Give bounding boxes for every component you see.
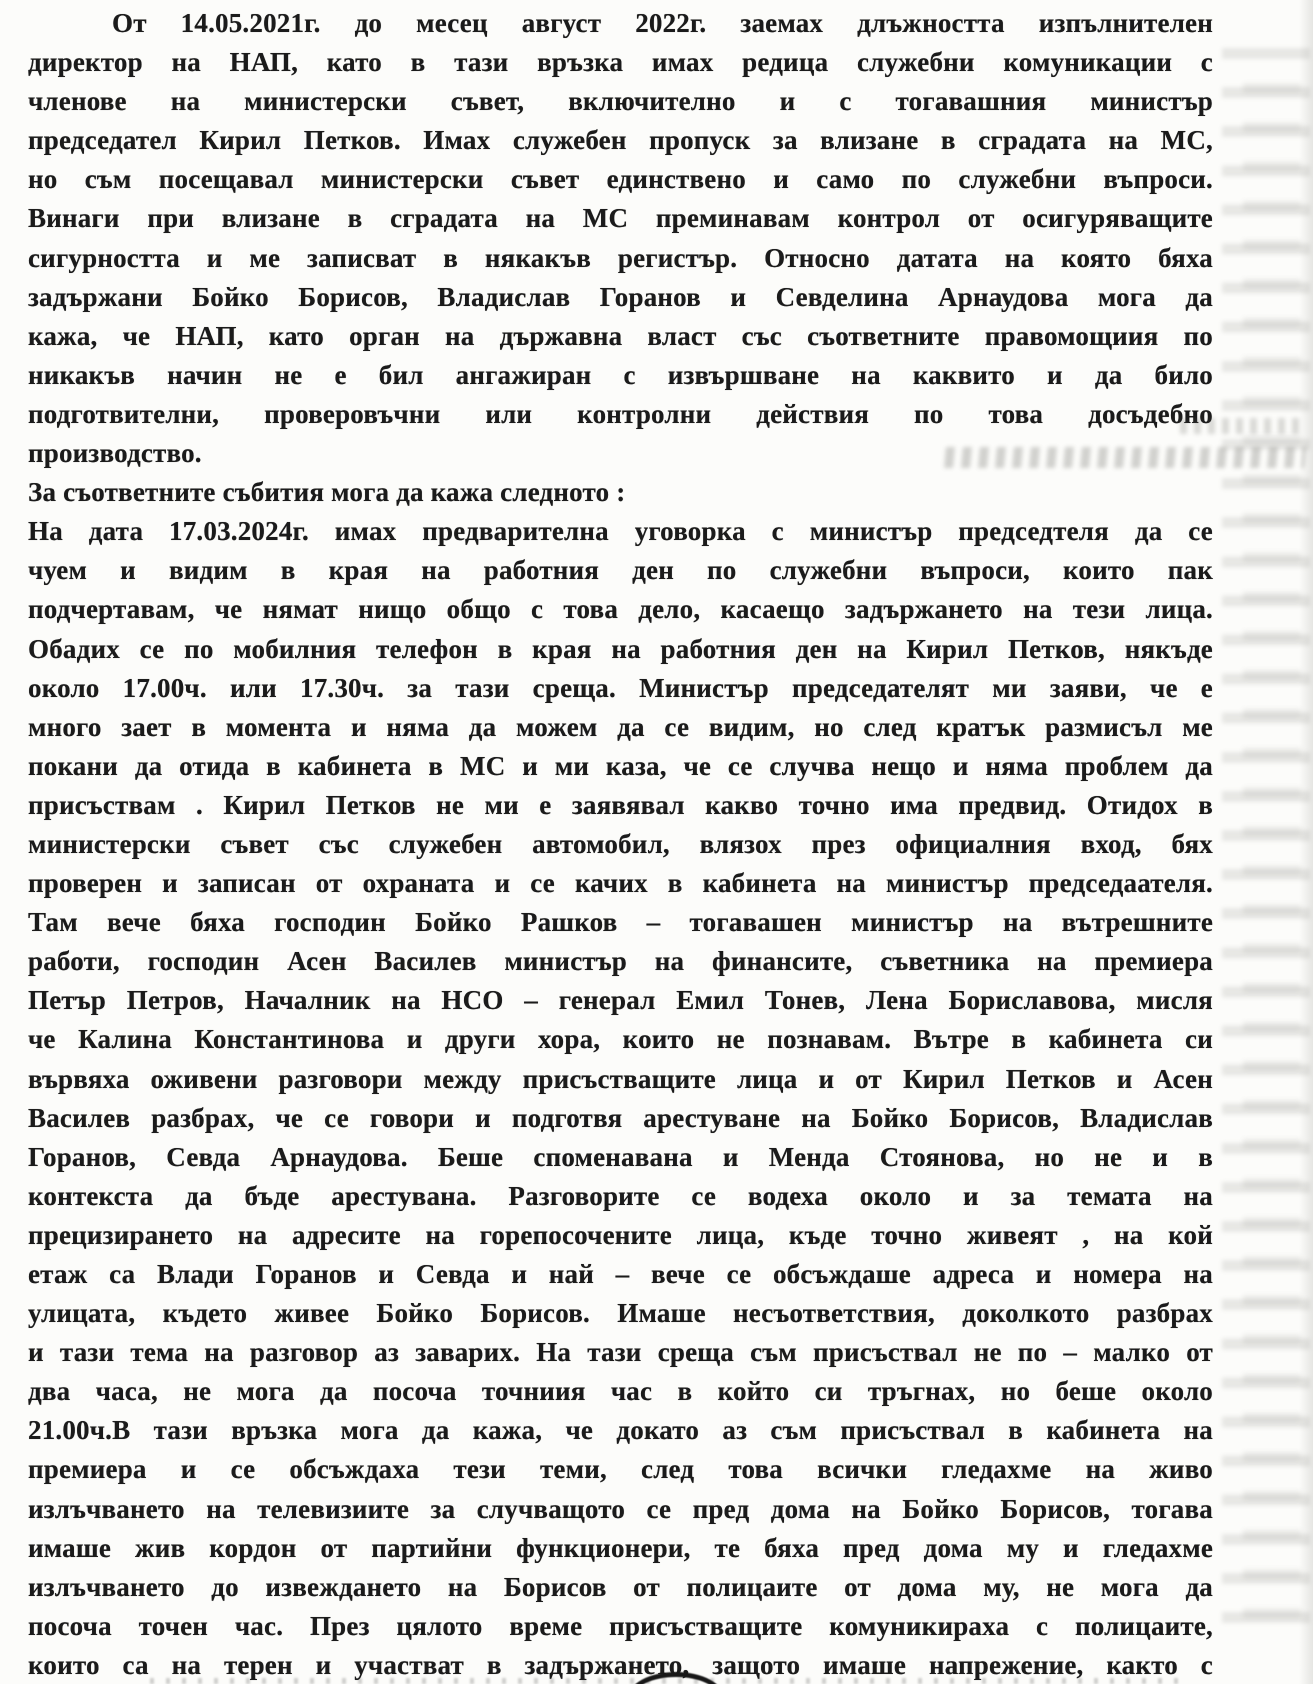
text-line: етаж са Влади Горанов и Севда и най – вече се обсъждаше адреса и номера на	[28, 1259, 1213, 1289]
text-line: председател Кирил Петков. Имах служебен пропуск за влизане в сградата на МС,	[28, 125, 1213, 156]
text-line: задържани Бойко Борисов, Владислав Горанов и Севделина Арнаудова мога да	[28, 281, 1213, 312]
text-line: подготвителни, проверовъчни или контролни действия по това досъдебно	[28, 398, 1213, 429]
text-line: Горанов, Севда Арнаудова. Беше споменавана и Менда Стоянова, но не и в	[28, 1141, 1213, 1172]
text-line: сигурността и ме записват в някакъв регистър. Относно датата на която бяха	[28, 242, 1213, 273]
text-line: производство.	[28, 438, 202, 469]
text-line: вървяха оживени разговори между присъстващите лица и от Кирил Петков и Асен	[28, 1063, 1213, 1094]
text-line: контекста да бъде арестувана. Разговорите се водеха около и за темата на	[28, 1180, 1213, 1211]
text-line: прецизирането на адресите на горепосочените лица, къде точно живеят , на кой	[28, 1219, 1213, 1250]
text-line: членове на министерски съвет, включително и с тогавашния министър	[28, 86, 1213, 117]
text-line: За съответните събития мога да кажа следното :	[28, 477, 626, 508]
text-line: много зает в момента и няма да можем да се видим, но след кратък размисъл ме	[28, 711, 1213, 742]
text-line: но съм посещавал министерски съвет единствено и само по служебни въпроси.	[28, 164, 1213, 195]
text-line: премиера и се обсъждаха тези теми, след това всички гледахме на живо	[28, 1454, 1213, 1485]
text-line: излъчването до извеждането на Борисов от полицаите от дома му, не мога да	[28, 1571, 1213, 1602]
text-line: директор на НАП, като в тази връзка имах редица служебни комуникации с	[28, 47, 1213, 78]
text-line: два часа, не мога да посоча точниия час в който си тръгнах, но беше около	[28, 1376, 1213, 1407]
bleed-through-artifact	[1222, 48, 1310, 1628]
text-line: Там вече бяха господин Бойко Рашков – тогавашен министър на вътрешните	[28, 907, 1213, 938]
text-line: присъствам . Кирил Петков не ми е заявявал какво точно има предвид. Отидох в	[28, 789, 1213, 820]
text-line: Обадих се по мобилния телефон в края на работния ден на Кирил Петков, някъде	[28, 633, 1213, 664]
scan-edge-shadow	[1299, 0, 1313, 1684]
text-line: и тази тема на разговор аз заварих. На тази среща съм присъствал не по – малко от	[28, 1337, 1213, 1368]
text-line: На дата 17.03.2024г. имах предварителна уговорка с министър председтеля да се	[28, 516, 1213, 547]
text-line: проверен и записан от охраната и се качих в кабинета на министър председаателя.	[28, 868, 1213, 899]
text-line: излъчването на телевизиите за случващото се пред дома на Бойко Борисов, тогава	[28, 1493, 1213, 1524]
text-line: които са на терен и участват в задържането, защото имаше напрежение, както с	[28, 1649, 1213, 1680]
text-line: работи, господин Асен Василев министър на финансите, съветника на премиера	[28, 946, 1213, 977]
text-line: Петър Петров, Началник на НСО – генерал Емил Тонев, Лена Бориславова, мисля	[28, 985, 1213, 1016]
text-line: подчертавам, че нямат нищо общо с това дело, касаещо задържането на тези лица.	[28, 594, 1213, 625]
text-line: чуем и видим в края на работния ден по служебни въпроси, които пак	[28, 555, 1213, 586]
document-text-block	[28, 4, 1213, 1684]
text-line: министерски съвет със служебен автомобил, влязох през официалния вход, бях	[28, 828, 1213, 859]
text-line: че Калина Константинова и други хора, които не познавам. Вътре в кабинета си	[28, 1024, 1213, 1055]
text-line: покани да отида в кабинета в МС и ми каза, че се случва нещо и няма проблем да	[28, 750, 1213, 781]
text-line: Василев разбрах, че се говори и подготвя арестуване на Бойко Борисов, Владислав	[28, 1102, 1213, 1133]
text-line: посоча точен час. През цялото време присъстващите комуникираха с полицаите,	[28, 1610, 1213, 1641]
text-line: Винаги при влизане в сградата на МС преминавам контрол от осигуряващите	[28, 203, 1213, 234]
text-line: 21.00ч.В тази връзка мога да кажа, че докато аз съм присъствал в кабинета на	[28, 1415, 1213, 1446]
text-line: улицата, където живее Бойко Борисов. Имаше несъответствия, доколкото разбрах	[28, 1298, 1213, 1329]
text-line: никакъв начин не е бил ангажиран с извършване на каквито и да било	[28, 359, 1213, 390]
text-line: имаше жив кордон от партийни функционери, те бяха пред дома му и гледахме	[28, 1532, 1213, 1563]
text-line: кажа, че НАП, като орган на държавна власт със съответните правомощиия по	[28, 320, 1213, 351]
text-line: От 14.05.2021г. до месец август 2022г. заемах длъжността изпълнителен	[112, 8, 1213, 38]
text-line: около 17.00ч. или 17.30ч. за тази среща. Министър председателят ми заяви, че е	[28, 672, 1213, 703]
bleed-through-artifact	[1243, 66, 1301, 1626]
